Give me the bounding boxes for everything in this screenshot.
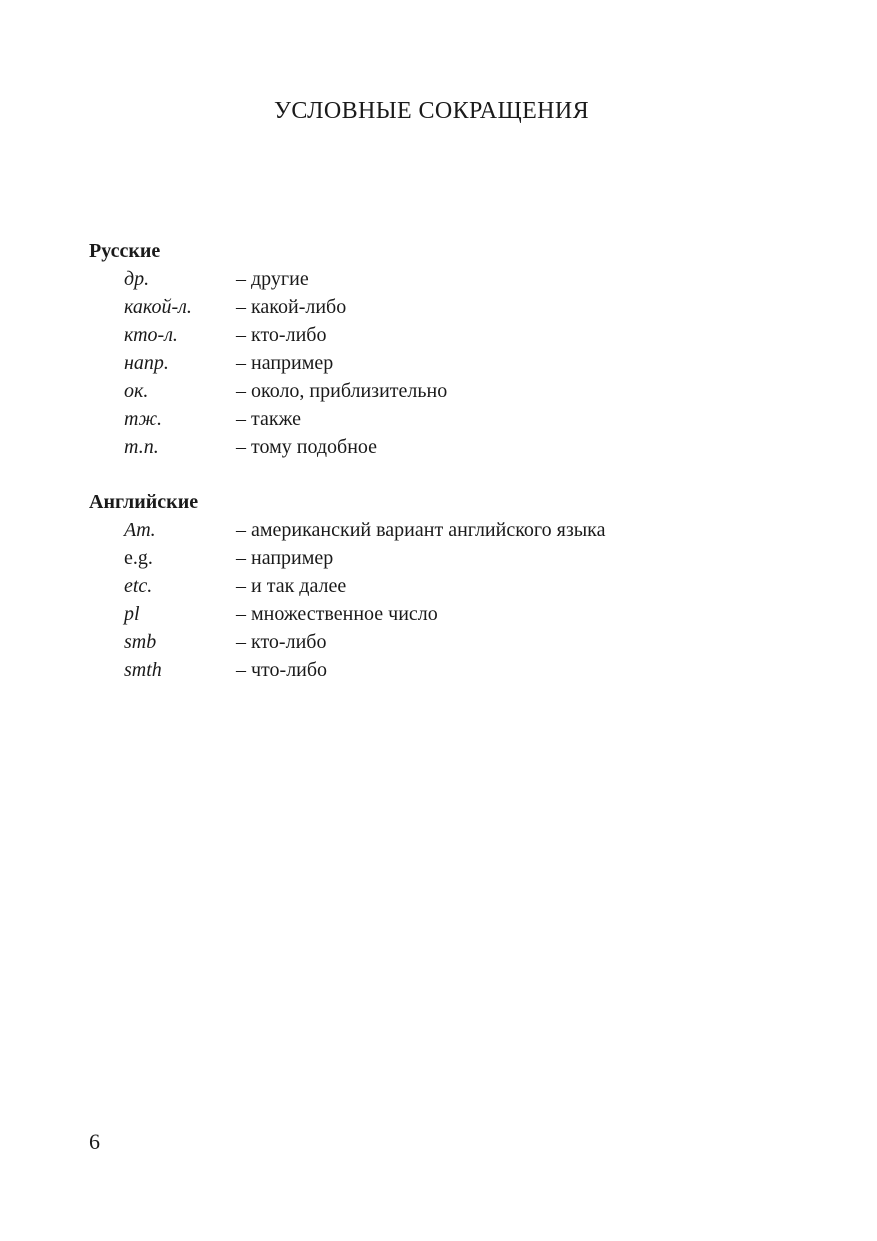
- section-heading: Английские: [89, 491, 199, 513]
- abbreviation: какой-л.: [124, 296, 192, 318]
- abbreviation-entry: [89, 293, 809, 321]
- abbreviation-entry: [89, 600, 809, 628]
- abbreviation-entry: [89, 349, 809, 377]
- abbreviation-entry: [89, 433, 809, 461]
- abbreviation-meaning: – американский вариант английского языка: [236, 519, 606, 541]
- abbreviation-meaning: – множественное число: [236, 603, 438, 625]
- abbreviation: smb: [124, 631, 157, 653]
- section-heading: Русские: [89, 240, 161, 262]
- abbreviation-entry: [89, 544, 809, 572]
- abbreviation: тж.: [124, 408, 163, 430]
- abbreviation-meaning: – какой-либо: [236, 296, 347, 318]
- abbreviation-entry: [89, 516, 809, 544]
- abbreviation-meaning: – например: [236, 352, 334, 374]
- abbreviation-meaning: – например: [236, 547, 334, 569]
- abbreviation: т.п.: [124, 436, 159, 458]
- page-title: УСЛОВНЫЕ СОКРАЩЕНИЯ: [273, 98, 590, 124]
- section-russian: [89, 237, 809, 461]
- abbreviation: pl: [124, 603, 140, 625]
- abbreviation-entry: [89, 572, 809, 600]
- abbreviation-meaning: – и так далее: [236, 575, 347, 597]
- abbreviation-meaning: – около, приблизительно: [236, 380, 448, 402]
- abbreviation: Am.: [124, 519, 156, 541]
- abbreviation: др.: [124, 268, 150, 290]
- abbreviation-entry: [89, 377, 809, 405]
- page-number: 6: [89, 1129, 100, 1154]
- abbreviation-meaning: – кто-либо: [236, 631, 327, 653]
- abbreviation-list: [89, 265, 809, 461]
- abbreviation-entry: [89, 628, 809, 656]
- abbreviation: напр.: [124, 352, 169, 374]
- abbreviation-entry: [89, 405, 809, 433]
- abbreviation-entry: [89, 265, 809, 293]
- section-english: [89, 488, 809, 684]
- abbreviation: e.g.: [124, 547, 153, 569]
- abbreviation: ок.: [124, 380, 149, 402]
- abbreviation-meaning: – что-либо: [236, 659, 328, 681]
- abbreviation-list: [89, 516, 809, 684]
- abbreviation: smth: [124, 659, 162, 681]
- abbreviation: кто-л.: [124, 324, 178, 346]
- abbreviation-meaning: – тому подобное: [236, 436, 378, 458]
- abbreviation-meaning: – другие: [236, 268, 309, 290]
- abbreviation-entry: [89, 321, 809, 349]
- abbreviation-meaning: – также: [236, 408, 302, 430]
- abbreviation: etc.: [124, 575, 153, 597]
- abbreviation-entry: [89, 656, 809, 684]
- abbreviation-meaning: – кто-либо: [236, 324, 327, 346]
